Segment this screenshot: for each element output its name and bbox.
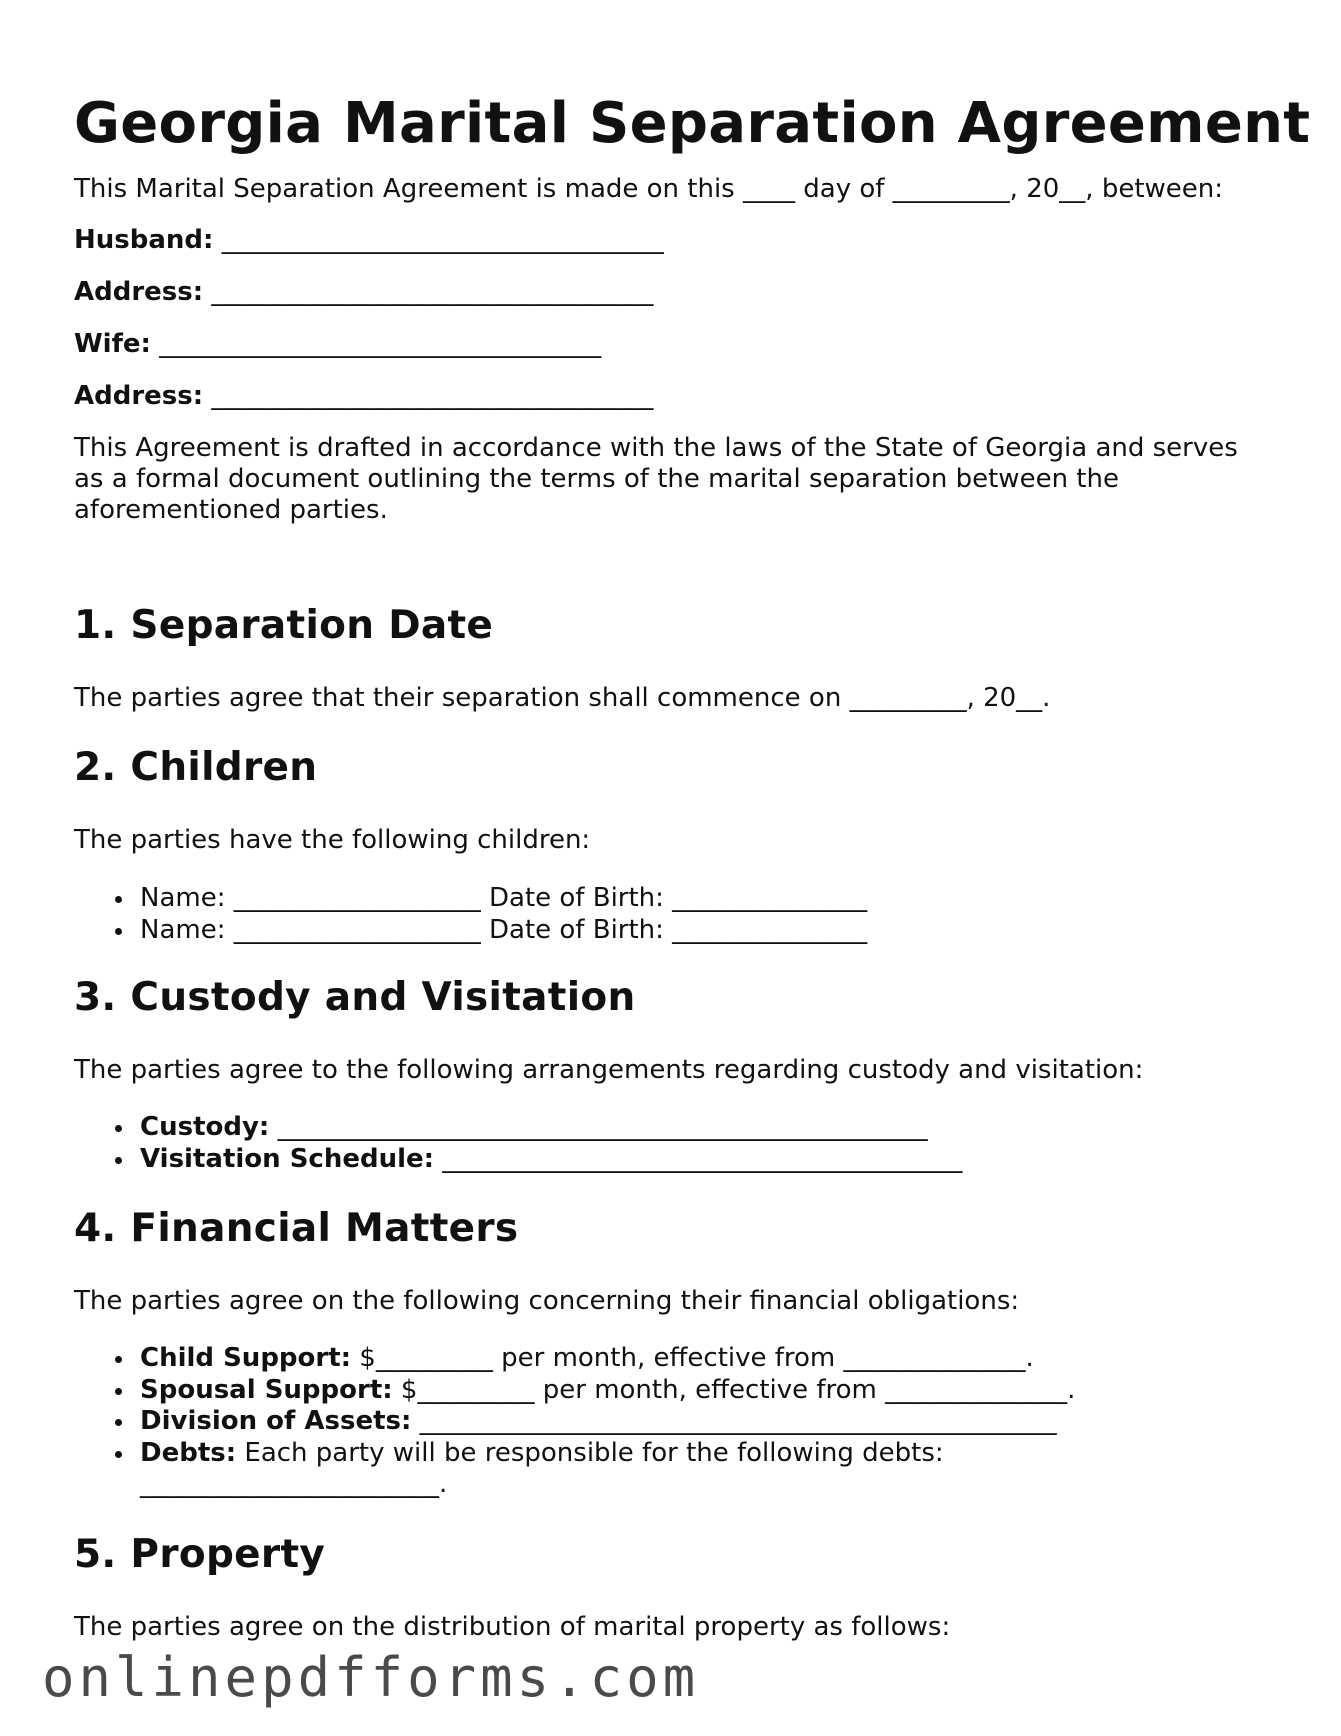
section-heading-financial: 4. Financial Matters bbox=[74, 1206, 519, 1251]
husband-blank: __________________________________ bbox=[221, 225, 664, 255]
wife-field bbox=[74, 329, 601, 360]
custody-text: The parties agree to the following arrangements regarding custody and visitation: bbox=[74, 1055, 1144, 1085]
preamble-line-3: aforementioned parties. bbox=[74, 495, 388, 525]
debts-blank: _______________________. bbox=[140, 1469, 448, 1499]
list-item bbox=[140, 1375, 1290, 1407]
children-list bbox=[74, 883, 1290, 946]
spousal-support-text: $_________ per month, effective from ______________. bbox=[392, 1374, 1076, 1405]
section-heading-custody: 3. Custody and Visitation bbox=[74, 975, 636, 1020]
preamble-line-2: as a formal document outlining the terms of the marital separation between the bbox=[74, 464, 1119, 494]
financial-list bbox=[74, 1343, 1290, 1501]
list-item bbox=[140, 1144, 1290, 1176]
visitation-blank: ________________________________________ bbox=[434, 1143, 963, 1174]
wife-blank: __________________________________ bbox=[159, 329, 602, 359]
husband-label: Husband: bbox=[74, 225, 214, 255]
husband-address-label: Address: bbox=[74, 277, 204, 307]
wife-address-label: Address: bbox=[74, 381, 204, 411]
husband-address-blank: __________________________________ bbox=[211, 277, 654, 307]
list-item bbox=[140, 1438, 1290, 1501]
custody-list bbox=[74, 1112, 1290, 1175]
custody-label: Custody: bbox=[140, 1112, 270, 1142]
property-text: The parties agree on the distribution of marital property as follows: bbox=[74, 1612, 951, 1642]
intro-text: This Marital Separation Agreement is made on this ____ day of _________, 20__, between: bbox=[74, 174, 1224, 204]
child-support-text: $_________ per month, effective from ______________. bbox=[351, 1343, 1034, 1373]
section-heading-children: 2. Children bbox=[74, 745, 318, 790]
division-of-assets-blank: _________________________________________________ bbox=[411, 1406, 1057, 1436]
custody-blank: __________________________________________________ bbox=[269, 1112, 928, 1142]
list-item bbox=[140, 1112, 1290, 1144]
children-text: The parties have the following children: bbox=[74, 825, 591, 855]
separation-date-text: The parties agree that their separation shall commence on _________, 20__. bbox=[74, 683, 1051, 713]
financial-text: The parties agree on the following concerning their financial obligations: bbox=[74, 1286, 1020, 1316]
visitation-label: Visitation Schedule: bbox=[140, 1143, 435, 1174]
list-item bbox=[140, 1406, 1290, 1438]
division-of-assets-label: Division of Assets: bbox=[140, 1406, 412, 1436]
husband-field bbox=[74, 225, 664, 256]
spousal-support-label: Spousal Support: bbox=[140, 1374, 393, 1405]
list-item bbox=[140, 1343, 1290, 1375]
husband-address-field bbox=[74, 277, 653, 308]
document-title: Georgia Marital Separation Agreement bbox=[74, 91, 1311, 156]
wife-address-field bbox=[74, 381, 653, 412]
section-heading-property: 5. Property bbox=[74, 1532, 326, 1577]
debts-text: Each party will be responsible for the following debts: bbox=[236, 1437, 944, 1468]
debts-label: Debts: bbox=[140, 1437, 237, 1468]
child-support-label: Child Support: bbox=[140, 1343, 352, 1373]
preamble-line-1: This Agreement is drafted in accordance with the laws of the State of Georgia and serves bbox=[74, 433, 1238, 463]
wife-address-blank: __________________________________ bbox=[211, 381, 654, 411]
wife-label: Wife: bbox=[74, 329, 151, 359]
list-item: Name: ___________________ Date of Birth: _______________ bbox=[140, 915, 1290, 947]
list-item: Name: ___________________ Date of Birth: _______________ bbox=[140, 883, 1290, 915]
section-heading-separation-date: 1. Separation Date bbox=[74, 603, 494, 648]
watermark: onlinepdfforms.com bbox=[42, 1646, 700, 1709]
